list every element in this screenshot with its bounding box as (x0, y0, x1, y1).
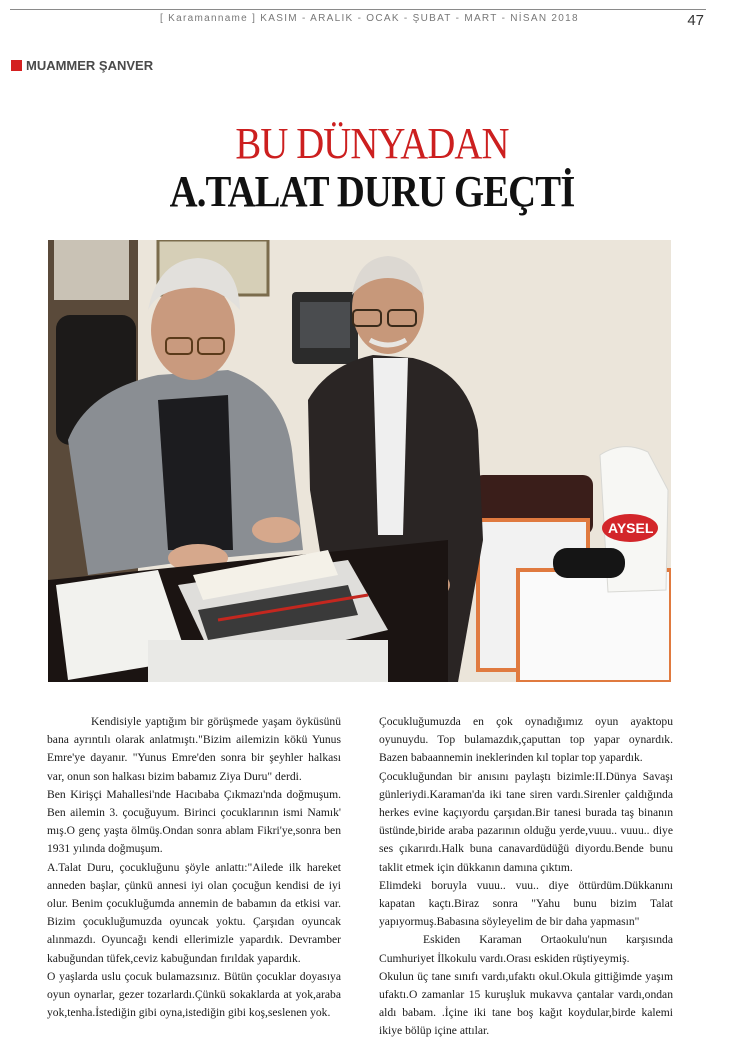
article-column-right (379, 713, 673, 1041)
paragraph: Çocukluğumuzda en çok oynadığımız oyun ayaktopu oyunuydu. Top bulamazdık,çaputtan top yapar oynardık. Bazen babaannemin ineklerinden kıl toplar top yapardık. (379, 715, 673, 765)
paragraph: A.Talat Duru, çocukluğunu şöyle anlattı:"Ailede ilk hareket anneden başlar, çünkü annesi iyi olan çocuğun kendisi de iyi olur. Benim çocukluğumda annemin de babamın da etkisi var. Bizim çocukluğumuzda oyuncak yoktu. Çarşıdan oyuncak alınmazdı. Oyuncağı kendi ellerimizle yapardık. Devramber kabuğundan tüfek,ceviz kabuğundan fırıldak yapardık. (47, 860, 341, 965)
paragraph: Okulun üç tane sınıfı vardı,ufaktı okul.Okula gittiğimde yaşım ufaktı.O zamanlar 15 kuruşluk mukavva çantalar vardı,ondan aldı babam. .İçine iki tane boş kağıt koydular,birde kalemi ikiye bölüp içine attılar. (379, 969, 673, 1038)
paragraph: Eskiden Karaman Ortaokulu'nun karşısında Cumhuriyet İlkokulu vardı.Orası eskiden rüştiyeymiş. (379, 933, 673, 965)
author-byline (11, 58, 153, 73)
paragraph: Çocukluğundan bir anısını paylaştı bizimle:II.Dünya Savaşı günleriydi.Karaman'da iki tane siren vardı.Sirenler çaldığında herkes evine kaçıyordu çarşıdan.Bir tanesi burada taş binanın üstünde,biride araba pazarının olduğu yerde,vuuu.. vuuu.. diye ses çıkarırdı.Halk buna canavardüdüğü diyordu.Bende bunu taklit etmek için dükkanın damına çıktım. (379, 769, 673, 874)
paragraph: Kendisiyle yaptığım bir görüşmede yaşam öyküsünü bana ayrıntılı olarak anlatmıştı."Bizim ailemizin kökü Yunus Emre'ye dayanır. "Yunus Emre'den sonra bir şeyhler halkası var, onun son halkası bizim babamız Ziya Duru" derdi. (47, 715, 341, 783)
paragraph: Elimdeki boruyla vuuu.. vuu.. diye öttürdüm.Dükkanını kapatan kaçtı.Biraz sonra "Yahu bunu bizim Talat yapıyormuş.Babasına söyleyelim de bir daha yapmasın" (379, 878, 673, 929)
paragraph: Ben Kirişçi Mahallesi'nde Hacıbaba Çıkmazı'nda doğmuşum. Ben ailemin 3. çocuğuyum. Birinci çocuklarının ismi Namık' mış.O genç yaşta ölmüş.Ondan sonra ablam Fikri'ye,sonra ben 1931 yılında doğmuşum. (47, 787, 341, 856)
paragraph: O yaşlarda uslu çocuk bulamazsınız. Bütün çocuklar doyasıya oyun oynarlar, gezer tozarlardı.Çünkü sokaklarda at yok,araba yok,tenha.İstediğin gibi oyna,istediğin gibi koş,seslenen yok. (47, 969, 341, 1020)
page-number: 47 (687, 12, 704, 29)
headline-line-2: A.TALAT DURU GEÇTİ (169, 167, 575, 216)
header-rule (10, 9, 706, 10)
article-column-left (47, 713, 341, 1022)
article-photo (48, 240, 671, 682)
author-name: MUAMMER ŞANVER (26, 58, 154, 73)
running-header: [ Karamanname ] KASIM - ARALIK - OCAK - ŞUBAT - MART - NİSAN 2018 (160, 13, 579, 24)
bag-brand-text: AYSEL (608, 520, 654, 536)
red-square-icon (11, 60, 22, 71)
headline-line-1: BU DÜNYADAN (235, 119, 509, 168)
